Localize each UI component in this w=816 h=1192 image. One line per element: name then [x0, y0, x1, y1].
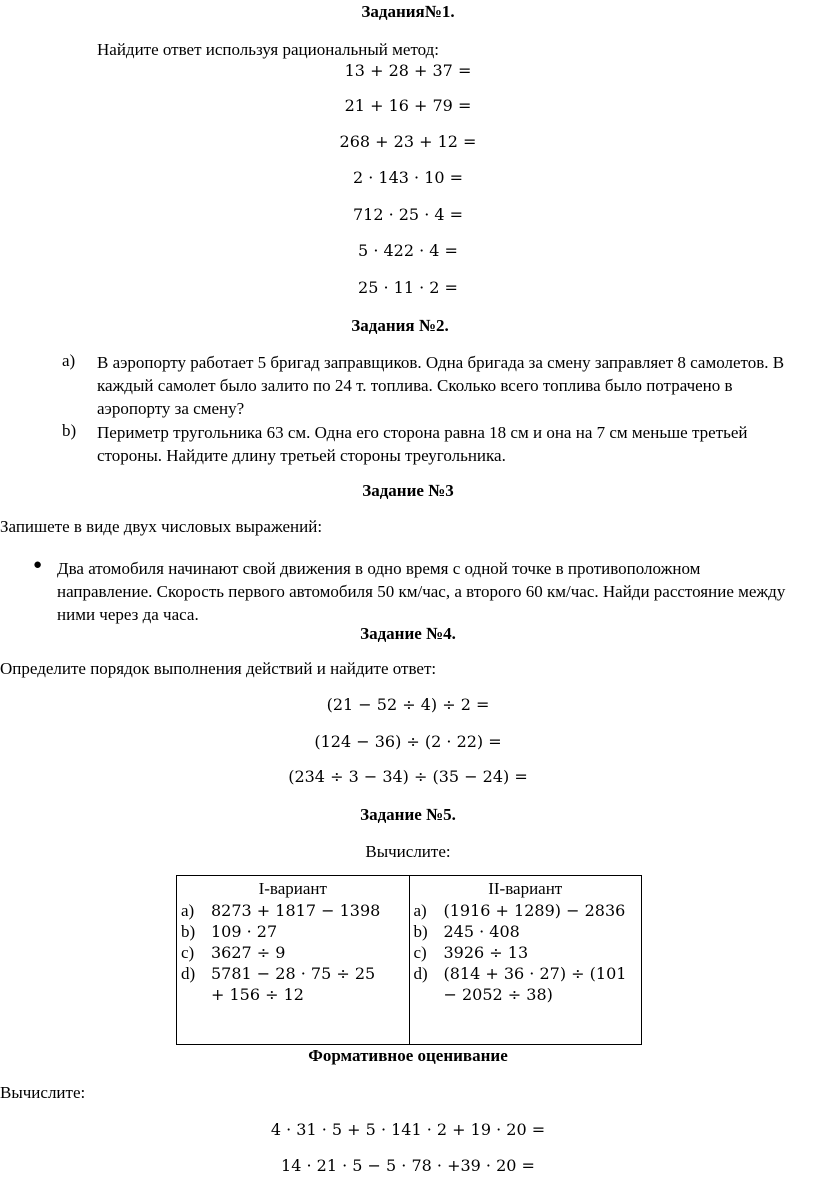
task2-item-marker: b): [62, 421, 77, 440]
row-label: b): [181, 922, 196, 941]
row-label: d): [413, 964, 428, 983]
row-label: c): [413, 943, 427, 962]
task2-item-text: Периметр тругольника 63 см. Одна его сторона равна 18 см и она на 7 см меньше третьей стороны. Найдите длину третьей стороны треугольника.: [97, 423, 748, 465]
task1-expression: 25 · 11 · 2 =: [358, 278, 458, 297]
row-expression: (1916 + 1289) − 2836: [443, 901, 626, 920]
row-expression: 5781 − 28 · 75 ÷ 25 + 156 ÷ 12: [211, 964, 376, 1004]
variant1-row: [181, 963, 405, 1005]
row-label: c): [181, 943, 195, 962]
task3-title: Задание №3: [362, 481, 454, 500]
task2-title: Задания №2.: [351, 316, 449, 335]
variant1-cell: [177, 876, 410, 1045]
task4-instruction: Определите порядок выполнения действий и найдите ответ:: [0, 659, 437, 678]
variant1-row: [181, 900, 405, 921]
task3-bullet-text: Два атомобиля начинают свой движения в одно время с одной точке в противоположном направление. Скорость первого автомобиля 50 км/час, а второго 60 км/час. Найди расстояние между ними через да часа.: [57, 559, 786, 624]
row-expression: 8273 + 1817 − 1398: [211, 901, 381, 920]
formative-expression: 4 · 31 · 5 + 5 · 141 · 2 + 19 · 20 =: [270, 1120, 546, 1139]
row-expression: 245 · 408: [443, 922, 520, 941]
row-label: a): [181, 901, 195, 920]
row-label: a): [413, 901, 427, 920]
formative-instruction: Вычислите:: [0, 1083, 86, 1102]
task4-expression: (21 − 52 ÷ 4) ÷ 2 =: [326, 695, 490, 714]
row-expression: 109 · 27: [211, 922, 278, 941]
task1-expression: 13 + 28 + 37 =: [344, 61, 472, 80]
task4-expression: (124 − 36) ÷ (2 · 22) =: [314, 732, 502, 751]
task2-item-text: В аэропорту работает 5 бригад заправщиков. Одна бригада за смену заправляет 8 самолетов. В каждый самолет было залито по 24 т. топлива. Сколько всего топлива было потрачено в аэропорту за смену?: [97, 353, 785, 418]
variant2-row: [414, 963, 638, 1005]
task2-item-marker: a): [62, 351, 76, 370]
task1-title: Задания№1.: [361, 2, 455, 21]
task1-expression: 21 + 16 + 79 =: [344, 96, 472, 115]
variant1-row: [181, 942, 405, 963]
variant1-row: [181, 921, 405, 942]
task1-expression: 2 · 143 · 10 =: [352, 168, 464, 187]
task4-expression: (234 ÷ 3 − 34) ÷ (35 − 24) =: [288, 767, 528, 786]
task5-instruction: Вычислите:: [365, 842, 451, 861]
task5-title: Задание №5.: [360, 805, 456, 824]
formative-title: Формативное оценивание: [308, 1046, 508, 1065]
formative-expression: 14 · 21 · 5 − 5 · 78 · +39 · 20 =: [281, 1156, 535, 1175]
row-label: d): [181, 964, 196, 983]
variant2-cell: [409, 876, 642, 1045]
task1-expression: 712 · 25 · 4 =: [352, 205, 464, 224]
variant2-row: [414, 900, 638, 921]
variant2-row: [414, 942, 638, 963]
task3-instruction: Запишете в виде двух числовых выражений:: [0, 517, 323, 536]
variants-table: [176, 875, 642, 1045]
task1-expression: 268 + 23 + 12 =: [339, 132, 477, 151]
variant2-header: II-вариант: [488, 879, 563, 898]
variant1-header: I-вариант: [258, 879, 327, 898]
task1-instruction: Найдите ответ используя рациональный метод:: [97, 40, 440, 59]
task4-title: Задание №4.: [360, 624, 456, 643]
variant2-row: [414, 921, 638, 942]
row-expression: (814 + 36 · 27) ÷ (101 − 2052 ÷ 38): [443, 964, 627, 1004]
bullet-icon: ●: [33, 557, 43, 573]
row-expression: 3926 ÷ 13: [443, 943, 529, 962]
row-expression: 3627 ÷ 9: [211, 943, 286, 962]
row-label: b): [413, 922, 428, 941]
task1-expression: 5 · 422 · 4 =: [358, 241, 458, 260]
